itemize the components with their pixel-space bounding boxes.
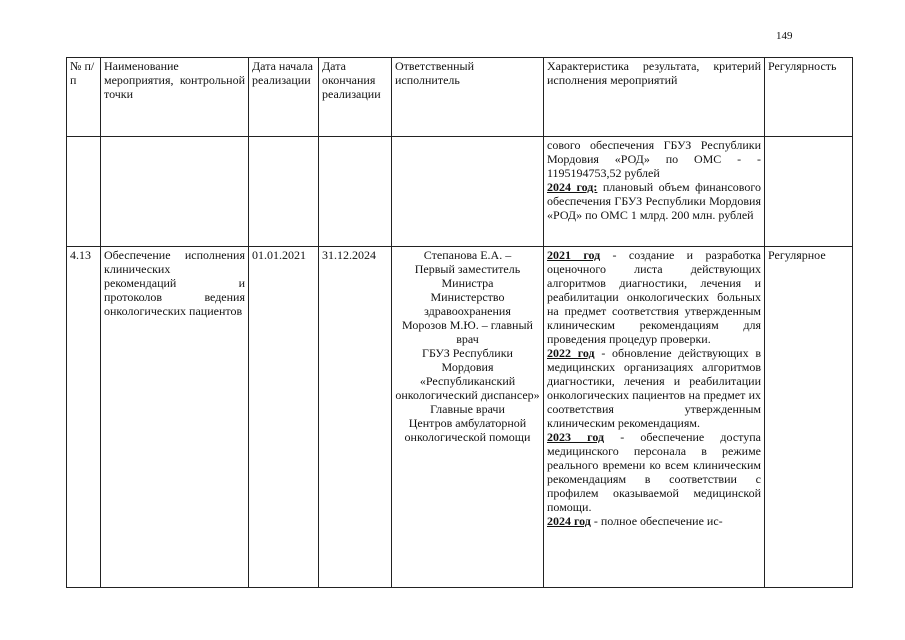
continuation-year: 2024 год:: [547, 180, 598, 194]
continuation-row: [67, 137, 853, 247]
responsible-line: Центров амбулаторной онкологической помощи: [404, 416, 531, 444]
responsible-line: Степанова Е.А. –: [423, 248, 512, 262]
result-item: [547, 248, 761, 346]
activities-table: [66, 57, 853, 588]
regularity: Регулярное: [765, 247, 853, 588]
responsible-line: Морозов М.Ю. – главный врач: [402, 318, 533, 346]
header-responsible: Ответственный исполнитель: [392, 58, 544, 137]
header-num: № п/п: [67, 58, 101, 137]
responsible-line: ГБУЗ Республики Мордовия «Республиканский онкологический диспансер»: [395, 346, 540, 402]
result-year: 2023 год: [547, 430, 605, 444]
page-number: 149: [776, 30, 793, 42]
result-item: [547, 430, 761, 514]
header-regularity: Регулярность: [765, 58, 853, 137]
header-name: Наименование мероприятия, контрольной точки: [101, 58, 249, 137]
header-end-date: Дата окончания реализации: [319, 58, 392, 137]
responsible-executors: [392, 247, 544, 588]
responsible-line: Первый заместитель: [414, 262, 521, 276]
start-date: 01.01.2021: [249, 247, 319, 588]
continuation-result: [544, 137, 765, 247]
responsible-line: Министра: [441, 276, 494, 290]
result-year: 2024 год: [547, 514, 591, 528]
header-row: [67, 58, 853, 137]
row-number: 4.13: [67, 247, 101, 588]
end-date: 31.12.2024: [319, 247, 392, 588]
responsible-line: Главные врачи: [430, 402, 505, 416]
table-row: [67, 247, 853, 588]
result-item: [547, 514, 761, 528]
continuation-line: сового обеспечения ГБУЗ Республики Мордовия «РОД» по ОМС - - 1195194753,52 рублей: [547, 138, 761, 180]
header-result: Характеристика результата, критерий исполнения мероприятий: [544, 58, 765, 137]
header-start-date: Дата начала реализации: [249, 58, 319, 137]
continuation-text: плановый объем финансового обеспечения ГБУЗ Республики Мордовия «РОД» по ОМС 1 млрд. 200 млн. рублей: [547, 180, 762, 222]
activity-name: Обеспечение исполнения клинических рекомендаций и протоколов ведения онкологических пациентов: [101, 247, 249, 588]
result-characteristics: [544, 247, 765, 588]
result-year: 2022 год: [547, 346, 595, 360]
responsible-line: Министерство здравоохранения: [424, 290, 511, 318]
result-year: 2021 год: [547, 248, 601, 262]
result-text: - создание и разработка оценочного листа действующих алгоритмов диагностики, лечения и реабилитации онкологических больных на предмет соответствия утвержденным клиническим рекомендациям для проведения процедур проверки.: [547, 248, 761, 346]
result-text: - полное обеспечение ис-: [590, 514, 723, 528]
result-text: - обеспечение доступа медицинского персонала в режиме реального времени ко всем клиническим рекомендациям в соответствии с профилем оказываемой медицинской помощи.: [547, 430, 761, 514]
result-item: [547, 346, 761, 430]
result-text: - обновление действующих в медицинских организациях алгоритмов диагностики, лечения и реабилитации онкологических пациентов на предмет их соответствия утвержденным клиническим рекомендациям.: [547, 346, 761, 430]
